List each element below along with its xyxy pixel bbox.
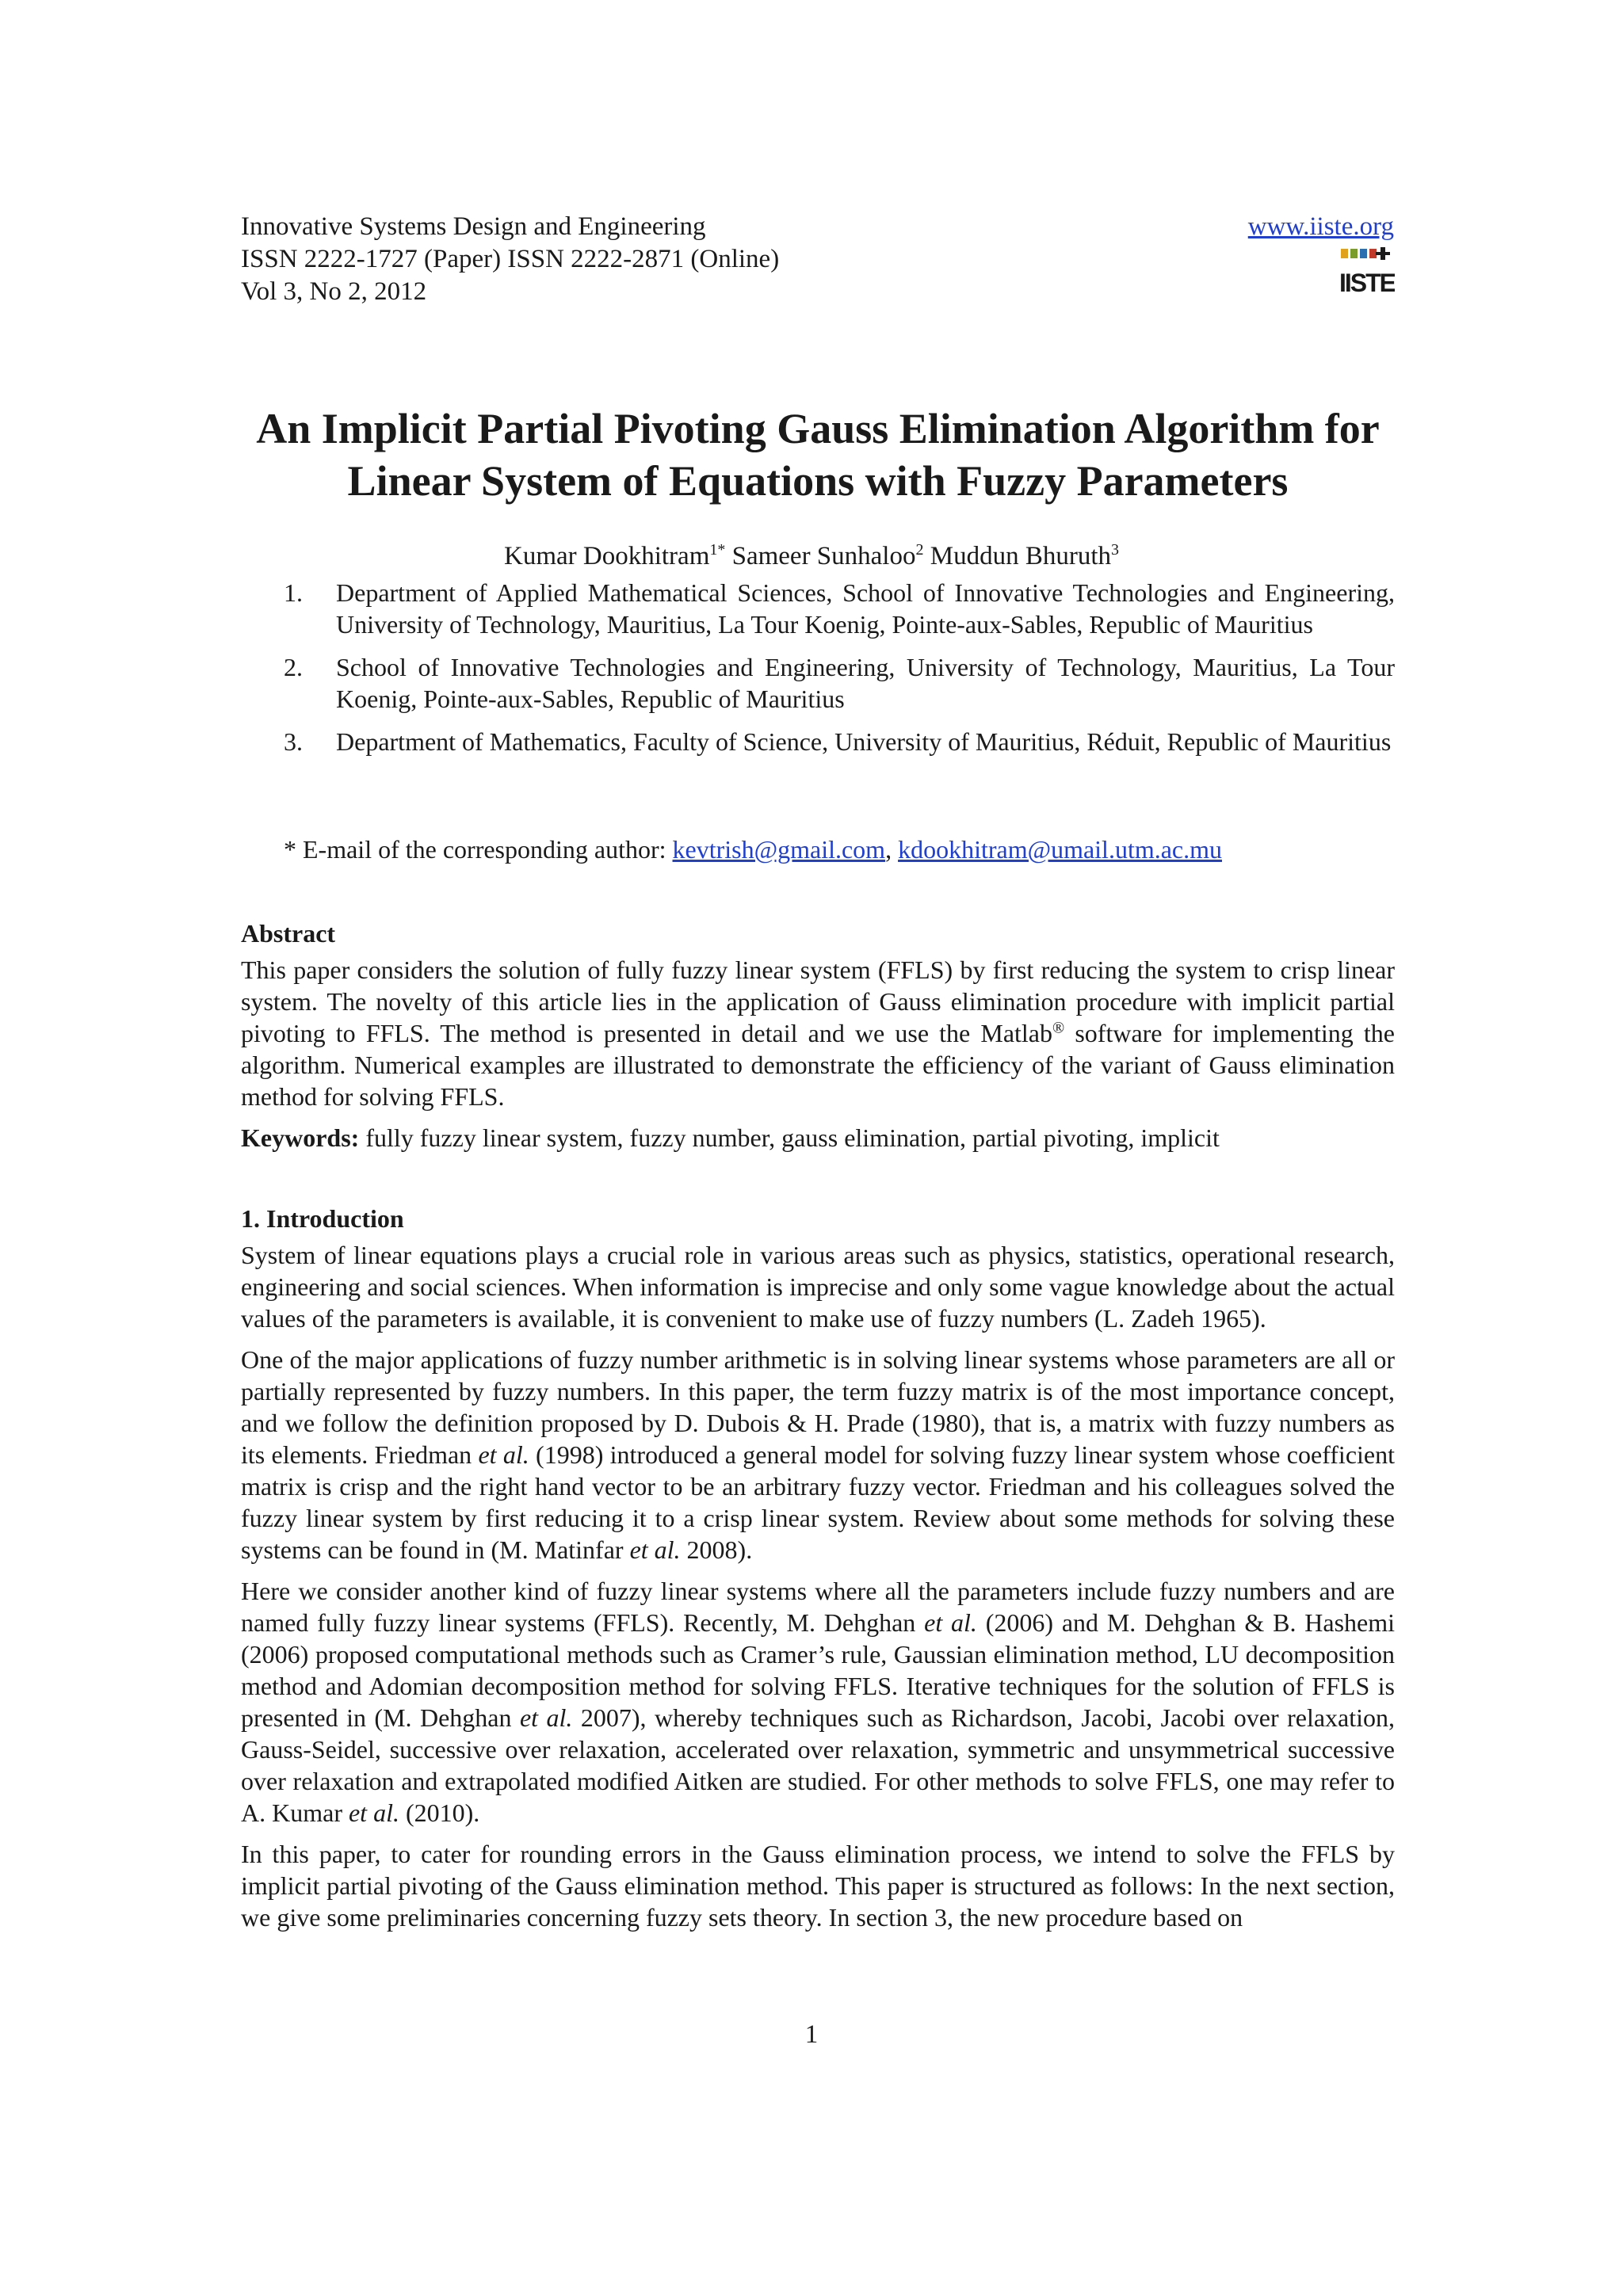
italic-run: et al. (519, 1703, 573, 1732)
journal-website-link[interactable]: www.iiste.org (1247, 212, 1394, 241)
journal-issn: ISSN 2222-1727 (Paper) ISSN 2222-2871 (Online) (241, 245, 780, 273)
page-number: 1 (804, 2020, 819, 2049)
corresponding-email (284, 833, 1222, 865)
keywords-label: Keywords: (241, 1123, 360, 1152)
text-run: 2008). (680, 1535, 753, 1564)
text-run: One of the major applications of fuzzy number arithmetic is in solving linear systems whose parameters are all or partially represented by fuzzy numbers. In this paper, the term fuzzy matrix is of the most importance concept, and we follow the definition proposed by D. Dubois & H. Prade (1980), that is, a matrix with fuzzy numbers as its elements. Friedman (241, 1345, 1395, 1469)
affiliation-list (284, 577, 1395, 769)
paper-title (158, 402, 1477, 507)
author-name: Sameer Sunhaloo (731, 542, 916, 570)
text-run: (2006) and M. Dehghan & B. Hashemi (2006) proposed computational methods such as Cramer’s rule, Gaussian elimination method, LU decomposition method and Adomian decomposition method for solving FFLS. Iterative techniques for the solution of FFLS is presented in (M. Dehghan (241, 1608, 1396, 1732)
title-line-1: An Implicit Partial Pivoting Gauss Elimination Algorithm for (256, 405, 1380, 452)
email-prefix: * E-mail of the corresponding author: (284, 835, 673, 864)
affiliation-number: 2. (284, 653, 303, 681)
italic-run: et al. (924, 1608, 977, 1637)
intro-paragraph-1: System of linear equations plays a crucial role in various areas such as physics, statistics, operational research, engineering and social sciences. When information is imprecise and only some vague knowledge about the actual values of the parameters is available, it is convenient to make use of fuzzy numbers (L. Zadeh 1965). (241, 1241, 1395, 1333)
author-sup: 3 (1111, 541, 1119, 559)
paper-body (241, 917, 1395, 1943)
text-run: 2007), whereby techniques such as Richardson, Jacobi, Jacobi over relaxation, Gauss-Seidel, successive over relaxation, accelerated over relaxation, symmetric and unsymmetrical successive over relaxation and extrapolated modified Aitken are studied. For other methods to solve FFLS, one may refer to A. Kumar (241, 1703, 1396, 1827)
author-sup: 1* (709, 541, 726, 559)
author-name: Kumar Dookhitram (504, 542, 710, 570)
journal-volume: Vol 3, No 2, 2012 (241, 277, 427, 306)
text-run: (2010). (399, 1798, 480, 1827)
author-list (0, 534, 1623, 572)
affiliation-item (284, 726, 1395, 757)
text-run: (1998) introduced a general model for solving fuzzy linear system whose coefficient matrix is crisp and the right hand vector to be an arbitrary fuzzy vector. Friedman and his colleagues solved the fuzzy linear system by first reducing it to a crisp linear system. Review about some methods for solving these systems can be found in (M. Matinfar (241, 1440, 1396, 1564)
section-heading-introduction: 1. Introduction (241, 1204, 404, 1233)
iiste-logo (1339, 247, 1395, 296)
title-line-2: Linear System of Equations with Fuzzy Parameters (347, 457, 1289, 505)
author-name: Muddun Bhuruth (930, 542, 1111, 570)
journal-name: Innovative Systems Design and Engineering (241, 212, 706, 241)
keywords (241, 1122, 1395, 1154)
journal-info (241, 211, 779, 308)
svg-text:IISTE: IISTE (1339, 269, 1395, 296)
email-separator: , (885, 835, 899, 864)
intro-paragraph-4: In this paper, to cater for rounding errors in the Gauss elimination process, we intend to solve the FFLS by implicit partial pivoting of the Gauss elimination method. This paper is structured as follows: In the next section, we give some preliminaries concerning fuzzy sets theory. In section 3, the new procedure based on (241, 1840, 1395, 1932)
affiliation-number: 3. (284, 727, 303, 756)
author-sup: 2 (915, 541, 924, 559)
affiliation-text: School of Innovative Technologies and Engineering, University of Technology, Mauritius, La Tour Koenig, Pointe-aux-Sables, Republic of Mauritius (336, 653, 1395, 713)
italic-run: et al. (348, 1798, 399, 1827)
abstract-heading: Abstract (241, 919, 336, 948)
keywords-text: fully fuzzy linear system, fuzzy number, gauss elimination, partial pivoting, implicit (359, 1123, 1220, 1152)
email-link-2[interactable]: kdookhitram@umail.utm.ac.mu (898, 835, 1223, 864)
affiliation-item (284, 577, 1395, 640)
intro-paragraph-2 (241, 1344, 1395, 1566)
affiliation-number: 1. (284, 578, 303, 607)
affiliation-text: Department of Applied Mathematical Sciences, School of Innovative Technologies and Engineering, University of Technology, Mauritius, La Tour Koenig, Pointe-aux-Sables, Republic of Mauritius (336, 578, 1395, 639)
affiliation-item (284, 651, 1395, 715)
registered-mark: ® (1052, 1019, 1065, 1037)
italic-run: et al. (629, 1535, 681, 1564)
italic-run: et al. (478, 1440, 529, 1469)
abstract-text (241, 954, 1395, 1112)
abstract-text-part: software for implementing the algorithm. Numerical examples are illustrated to demonstrate the efficiency of the variant of Gauss elimination method for solving FFLS. (241, 1019, 1396, 1111)
abstract-text-part: This paper considers the solution of fully fuzzy linear system (FFLS) by first reducing the system to crisp linear system. The novelty of this article lies in the application of Gauss elimination procedure with implicit partial pivoting to FFLS. The method is presented in detail and we use the Matlab (241, 955, 1395, 1047)
affiliation-text: Department of Mathematics, Faculty of Science, University of Mauritius, Réduit, Republic of Mauritius (336, 727, 1392, 756)
text-run: Here we consider another kind of fuzzy linear systems where all the parameters include fuzzy numbers and are named fully fuzzy linear systems (FFLS). Recently, M. Dehghan (241, 1577, 1395, 1637)
email-link-1[interactable]: kevtrish@gmail.com (672, 835, 886, 864)
intro-paragraph-3 (241, 1575, 1395, 1829)
